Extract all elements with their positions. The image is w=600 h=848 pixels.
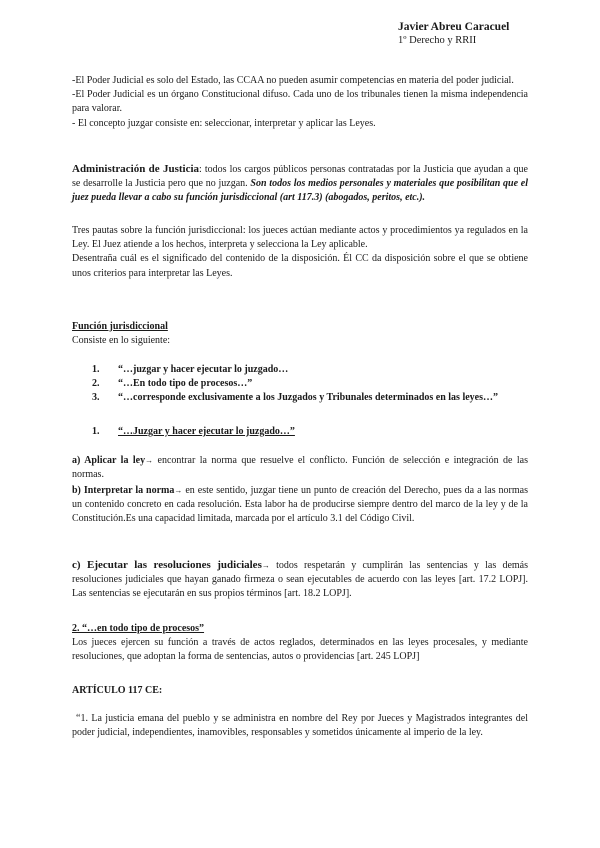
list-item: 3. “…corresponde exclusivamente a los Juzgados y Tribunales determinados en las leyes…”: [92, 392, 498, 404]
admin-justicia-paragraph: [72, 162, 528, 206]
ejecutar-paragraph: [72, 558, 528, 602]
interpretar-text: en este sentido, juzgar tiene un punto de creación del Derecho, pues da a las normas un contenido concreto en cada resolución. Esta labor ha de producirse siempre dentro del marco de la ley y de la Constitución.Es una capacidad limitada, marcada por el artículo 3.1 del Código Civil.: [72, 485, 528, 525]
intro-line: -El Poder Judicial es solo del Estado, las CCAA no pueden asumir competencias en materia del poder judicial.: [72, 75, 514, 86]
author-name: Javier Abreu Caracuel: [398, 21, 510, 33]
pautas-line: Tres pautas sobre la función jurisdiccional: los jueces actúan mediante actos y procedimientos ya regulados en la Ley. El Juez atiende a los hechos, interpreta y selecciona la Ley aplicable.: [72, 225, 528, 251]
arrow-icon: →: [145, 456, 154, 465]
pautas-line: Desentraña cuál es el significado del contenido de la disposición. Él CC da disposición sobre el que se obtiene unos criterios para interpretar las Leyes.: [72, 253, 528, 279]
admin-term: Administración de Justicia: [72, 163, 200, 175]
articulo-text-block: [72, 712, 528, 740]
intro-line: -El Poder Judicial es un órgano Constitucional difuso. Cada uno de los tribunales tienen la misma independencia para valorar.: [72, 89, 528, 115]
interpretar-paragraph: [72, 484, 528, 527]
aplicar-paragraph: [72, 454, 528, 482]
list-item: 1. “…juzgar y hacer ejecutar lo juzgado…: [92, 364, 289, 375]
course-name: 1º Derecho y RRII: [398, 35, 477, 46]
arrow-icon: →: [261, 561, 270, 570]
aplicar-text: encontrar la norma que resuelve el conflicto. Función de selección e integración de las normas.: [72, 455, 528, 481]
arrow-icon: →: [174, 486, 183, 495]
subsection-1: [92, 425, 528, 439]
interpretar-label: b) Interpretar la norma: [72, 485, 175, 496]
pautas-section: [72, 224, 528, 281]
section-title: Función jurisdiccional: [72, 321, 168, 332]
ejecutar-label: c) Ejecutar las resoluciones judiciales: [72, 559, 262, 571]
aplicar-label: a) Aplicar la ley: [72, 455, 146, 466]
section-subtitle: Consiste en lo siguiente:: [72, 335, 171, 347]
procesos-text: Los jueces ejercen su función a través de actos reglados, determinados en las leyes procesales, y mediante resoluciones, que adoptan la forma de sentencias, autos o providencias [art. 245 LOPJ]: [72, 637, 528, 663]
articulo-title: ARTÍCULO 117 CE:: [72, 685, 163, 696]
page-header: [398, 20, 509, 48]
procesos-section: [72, 622, 528, 665]
articulo-title-block: [72, 684, 528, 698]
intro-line: - El concepto juzgar consiste en: seleccionar, interpretar y aplicar las Leyes.: [72, 117, 376, 129]
articulo-text: “1. La justicia emana del pueblo y se administra en nombre del Rey por Jueces y Magistrados integrantes del poder judicial, independientes, inamovibles, responsables y sometidos únicamente al imperio de la ley.: [72, 713, 528, 739]
funcion-list: [92, 363, 528, 406]
ejecutar-text: todos respetarán y cumplirán las sentencias y las demás resoluciones judiciales que hayan ganado firmeza o sean ejecutables de acuerdo con las leyes [art. 17.2 LOPJ]. Las sentencias se ejecutarán en sus propios términos [art. 18.2 LOPJ].: [72, 560, 529, 600]
admin-emphasis: Son todos los medios personales y materiales que posibilitan que el juez pueda llevar a cabo su función jurisdiccional (art 117.3) (abogados, peritos, etc.).: [72, 178, 529, 204]
intro-section: [72, 74, 528, 131]
funcion-section: [72, 320, 528, 348]
procesos-title: 2. “…en todo tipo de procesos”: [72, 623, 205, 634]
subsection-title: 1. “…Juzgar y hacer ejecutar lo juzgado…”: [92, 426, 295, 437]
admin-text: : todos los cargos públicos personas contratadas por la Justicia que ayudan a que se desarrolle la Justicia pero que no juzgan.: [72, 164, 528, 190]
list-item: 2. “…En todo tipo de procesos…”: [92, 378, 253, 390]
